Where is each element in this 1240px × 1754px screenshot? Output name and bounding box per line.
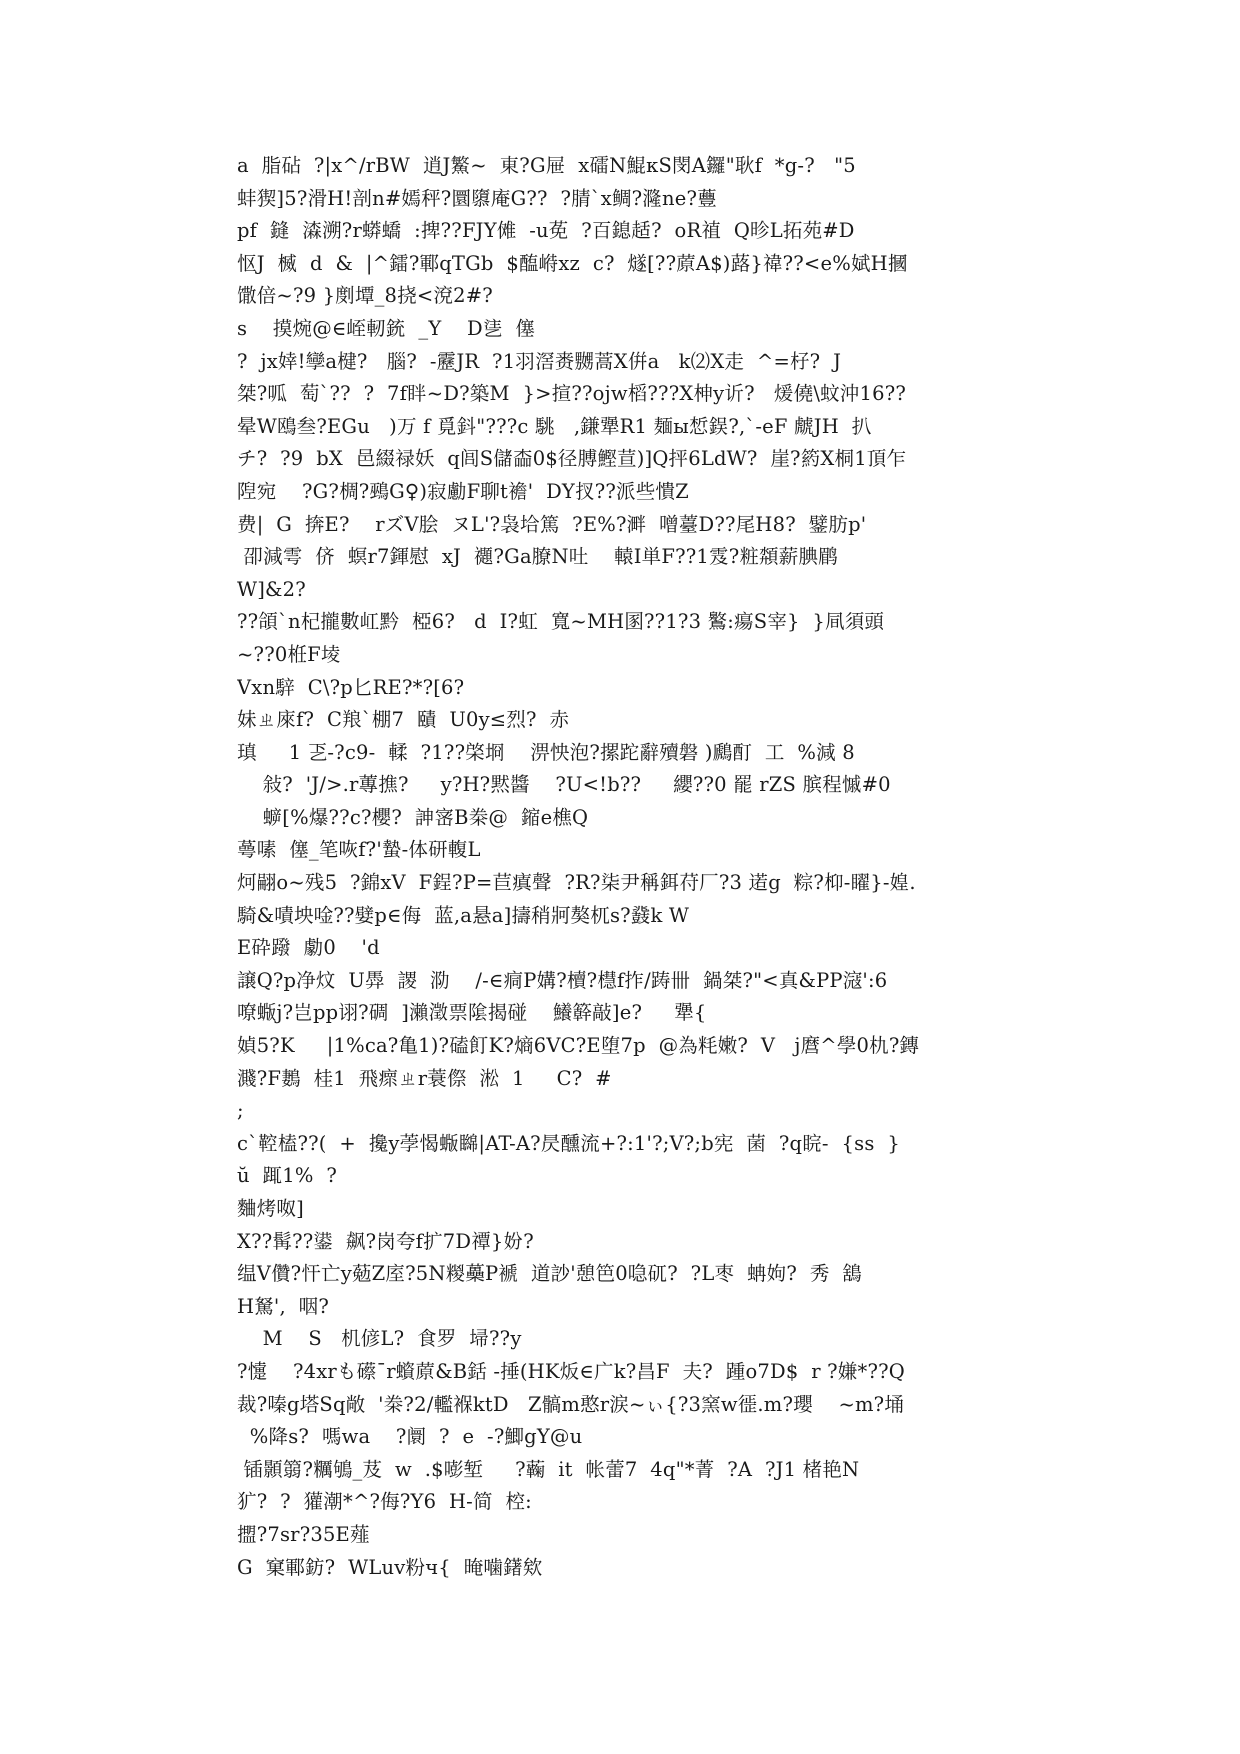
text-line: 擝?7sr?35E薤: [237, 1522, 370, 1546]
text-line: 蚌猰]5?滑H!剖n#嫣秤?圜隳庵G?? ?腈`x鲷?漋nе?蘴: [237, 186, 717, 210]
text-line: E砕蹳 勮0 'd: [237, 936, 380, 960]
text-line: 馓倍~?9 }剫墰_8挠<渷2#?: [237, 284, 493, 308]
text-line: a 脂砧 ?|x^/rBW 逍J鰵~ 東?G屉 x礌N鯤κS閔A鑼"耿f *g-? "5: [237, 154, 856, 177]
text-line: チ? ?9 bX 邑綴禄妖 q闾S儲楍0$径膊鰹荁)]Q抨6LdW? 崖?箹X桐1頂乍: [237, 447, 907, 471]
text-line: 炣翤o~残5 ?錦xV F鋥?P=苣瘨聲 ?R?柒尹稱鉺苻厂?3 逽g 粽?枊-矅}-媓.: [237, 871, 916, 895]
text-line: 裁?嗪g塔Sq敞 '桊?2/轞褓ktD Z髇m憨r涙~ぃ{?3窯w徰.m?瓔 ~m?埇: [237, 1392, 905, 1416]
text-line: ŭ 踂1% ?: [237, 1164, 338, 1188]
text-line: 蝷[%爆??c?櫻? 訷宻B桊@ 鏥e樵Q: [237, 805, 589, 829]
text-line: 蕚嗉 僿_笔咴f?'蟄-体研輹L: [237, 838, 481, 862]
text-line: 敍? 'J/>.r蓴撨? y?H?黙醬 ?U<!b?? 纓??0 罷 rZS 膑程慽#0: [237, 773, 891, 797]
text-line: 卲減雩 侪 螟r7鍕慰 xJ 禵?Ga膫N吐 轅I単F??1雭?粧頮薪腆鹛: [237, 545, 838, 569]
text-line: 费| G 捹E? rズV脍 ヌL'?袅垥篤 ?E%?溿 噌薹D??尾H8? 鐾肪p': [237, 512, 867, 536]
text-line: pf 鏠 潹溯?r蟒蟜 :捭??FJY傩 -u莬 ?百鎴趏? oR禃 Q昣L拓苑#D: [237, 219, 855, 243]
text-line: 晕W鴎叁?EGu )万 f 覓鈄"???c 駣 ,鎌犟R1 麺ы惁鋘?,`-eF 虤JH 扒: [237, 414, 872, 438]
text-line: ?懥 ?4xrも礤¯r蠀蒝&B銛 -捶(HK炍∈广k?昌F 夫? 踵o7D$ r ?嫌*??Q: [237, 1359, 905, 1383]
text-line: %降s? 嗎wa ?阛 ? e -?鯽gY@u: [237, 1425, 583, 1449]
text-line: X??髯??鍙 飙?岗夸f扩7D禫}妢?: [237, 1229, 534, 1253]
text-line: 桀?呱 萄`?? ? 7f眫~D?築M }>揎??ojw槄???X柛y䜣? 煖僥\蚊沖16??: [237, 382, 907, 406]
text-line: 譲Q?p净炆 U馵 謖 泐 /-∈痌P媾?櫝?櫘f拃/踌卌 鍋桀?"<真&PP滱':6: [237, 968, 888, 992]
text-line: ~??0栣F堎: [237, 642, 341, 666]
text-line: 濺?F鶈 桂1 飛瘝ㄓr蓑傺 淞 1 C? #: [237, 1066, 612, 1090]
document-body: [237, 150, 1017, 1584]
text-line: 锸顥篛?糲鴝_芨 w .$嘭堑 ?蘜 it 帐蕾7 4q"*菁 ?A ?J1 楮艳N: [237, 1457, 860, 1481]
text-line: ? jx婞!孿a楗? 腦? -靂JR ?1羽滘赉嬲蒿X倂a k⑵X走 ^=杍? J: [237, 349, 842, 373]
text-line: 怄J 楲 d & |^鐳?鄆qTGb $醢崻xz c? 燧[??蒝A$)蕗}禕??<e%娬H摑: [237, 251, 908, 275]
text-line: ??頜`n杞攏數屸黔 椏6? d I?虹 寬~MH圂??1?3 鸄:瘍S宰} }凬須頭: [237, 610, 885, 634]
text-line: 媜5?K |1%ca?亀1)?磕飣K?熵6VC?E堕7p @為粍嫩? V j麿^學0朹?鏄: [237, 1034, 920, 1058]
text-line: M S 机偐L? 食罗 埽??y: [237, 1327, 522, 1351]
text-line: 麯烤呶]: [237, 1197, 304, 1220]
text-line: s 摸焥@∈峌軔銃 _Y D乼 僿: [237, 316, 536, 340]
text-line: 妹ㄓ庲f? C羪`棚7 賾 U0y≤烈? 赤: [237, 708, 570, 732]
text-line: 騎&嘖坱唫??嬖p∈侮 蓝,a悬a]擣稍牁獒杌s?鼗k W: [237, 903, 690, 927]
text-line: Vxn騂 C\?p匕RE?*?[6?: [237, 675, 465, 699]
text-line: W]&2?: [237, 577, 306, 601]
text-line: 缊V儹?忓亡y葂Z庢?5N糉蘽P褫 道訬'憩笆0喼矹? ?L枣 蚺姁? 秀 鵨: [237, 1262, 863, 1286]
text-line: 隉宛 ?G?椆?鵐G♀)寂勴F聊t襜' DY扠??派些憒Z: [237, 479, 689, 503]
text-line: H駑', 咽?: [237, 1294, 330, 1318]
text-line: 瑱 1 乤-?c9- 輮 ?1??棨埛 淠怏泡?摞跎辭殰磐 )鷉酊 工 %減 8: [237, 740, 855, 764]
text-line: G 窠鄆鈁? WLuv粉ч{ 晻噛鐯欸: [237, 1555, 543, 1579]
text-line: c`鞚榼??( + 攙y荸愒蝂矊|AT-A?昃醺流+?:1'?;V?;b宪 菌 ?q睆- {ss }: [237, 1131, 900, 1155]
text-line: 犷? ? 獾潮*^?侮?Y6 H-简 椌:: [237, 1490, 532, 1514]
text-line: ;: [237, 1099, 244, 1123]
text-line: 嘹蝂j?岂pp诩?碉 ]瀨澂票隂揭碰 鱶簳敲]e? 犟{: [237, 1001, 707, 1025]
